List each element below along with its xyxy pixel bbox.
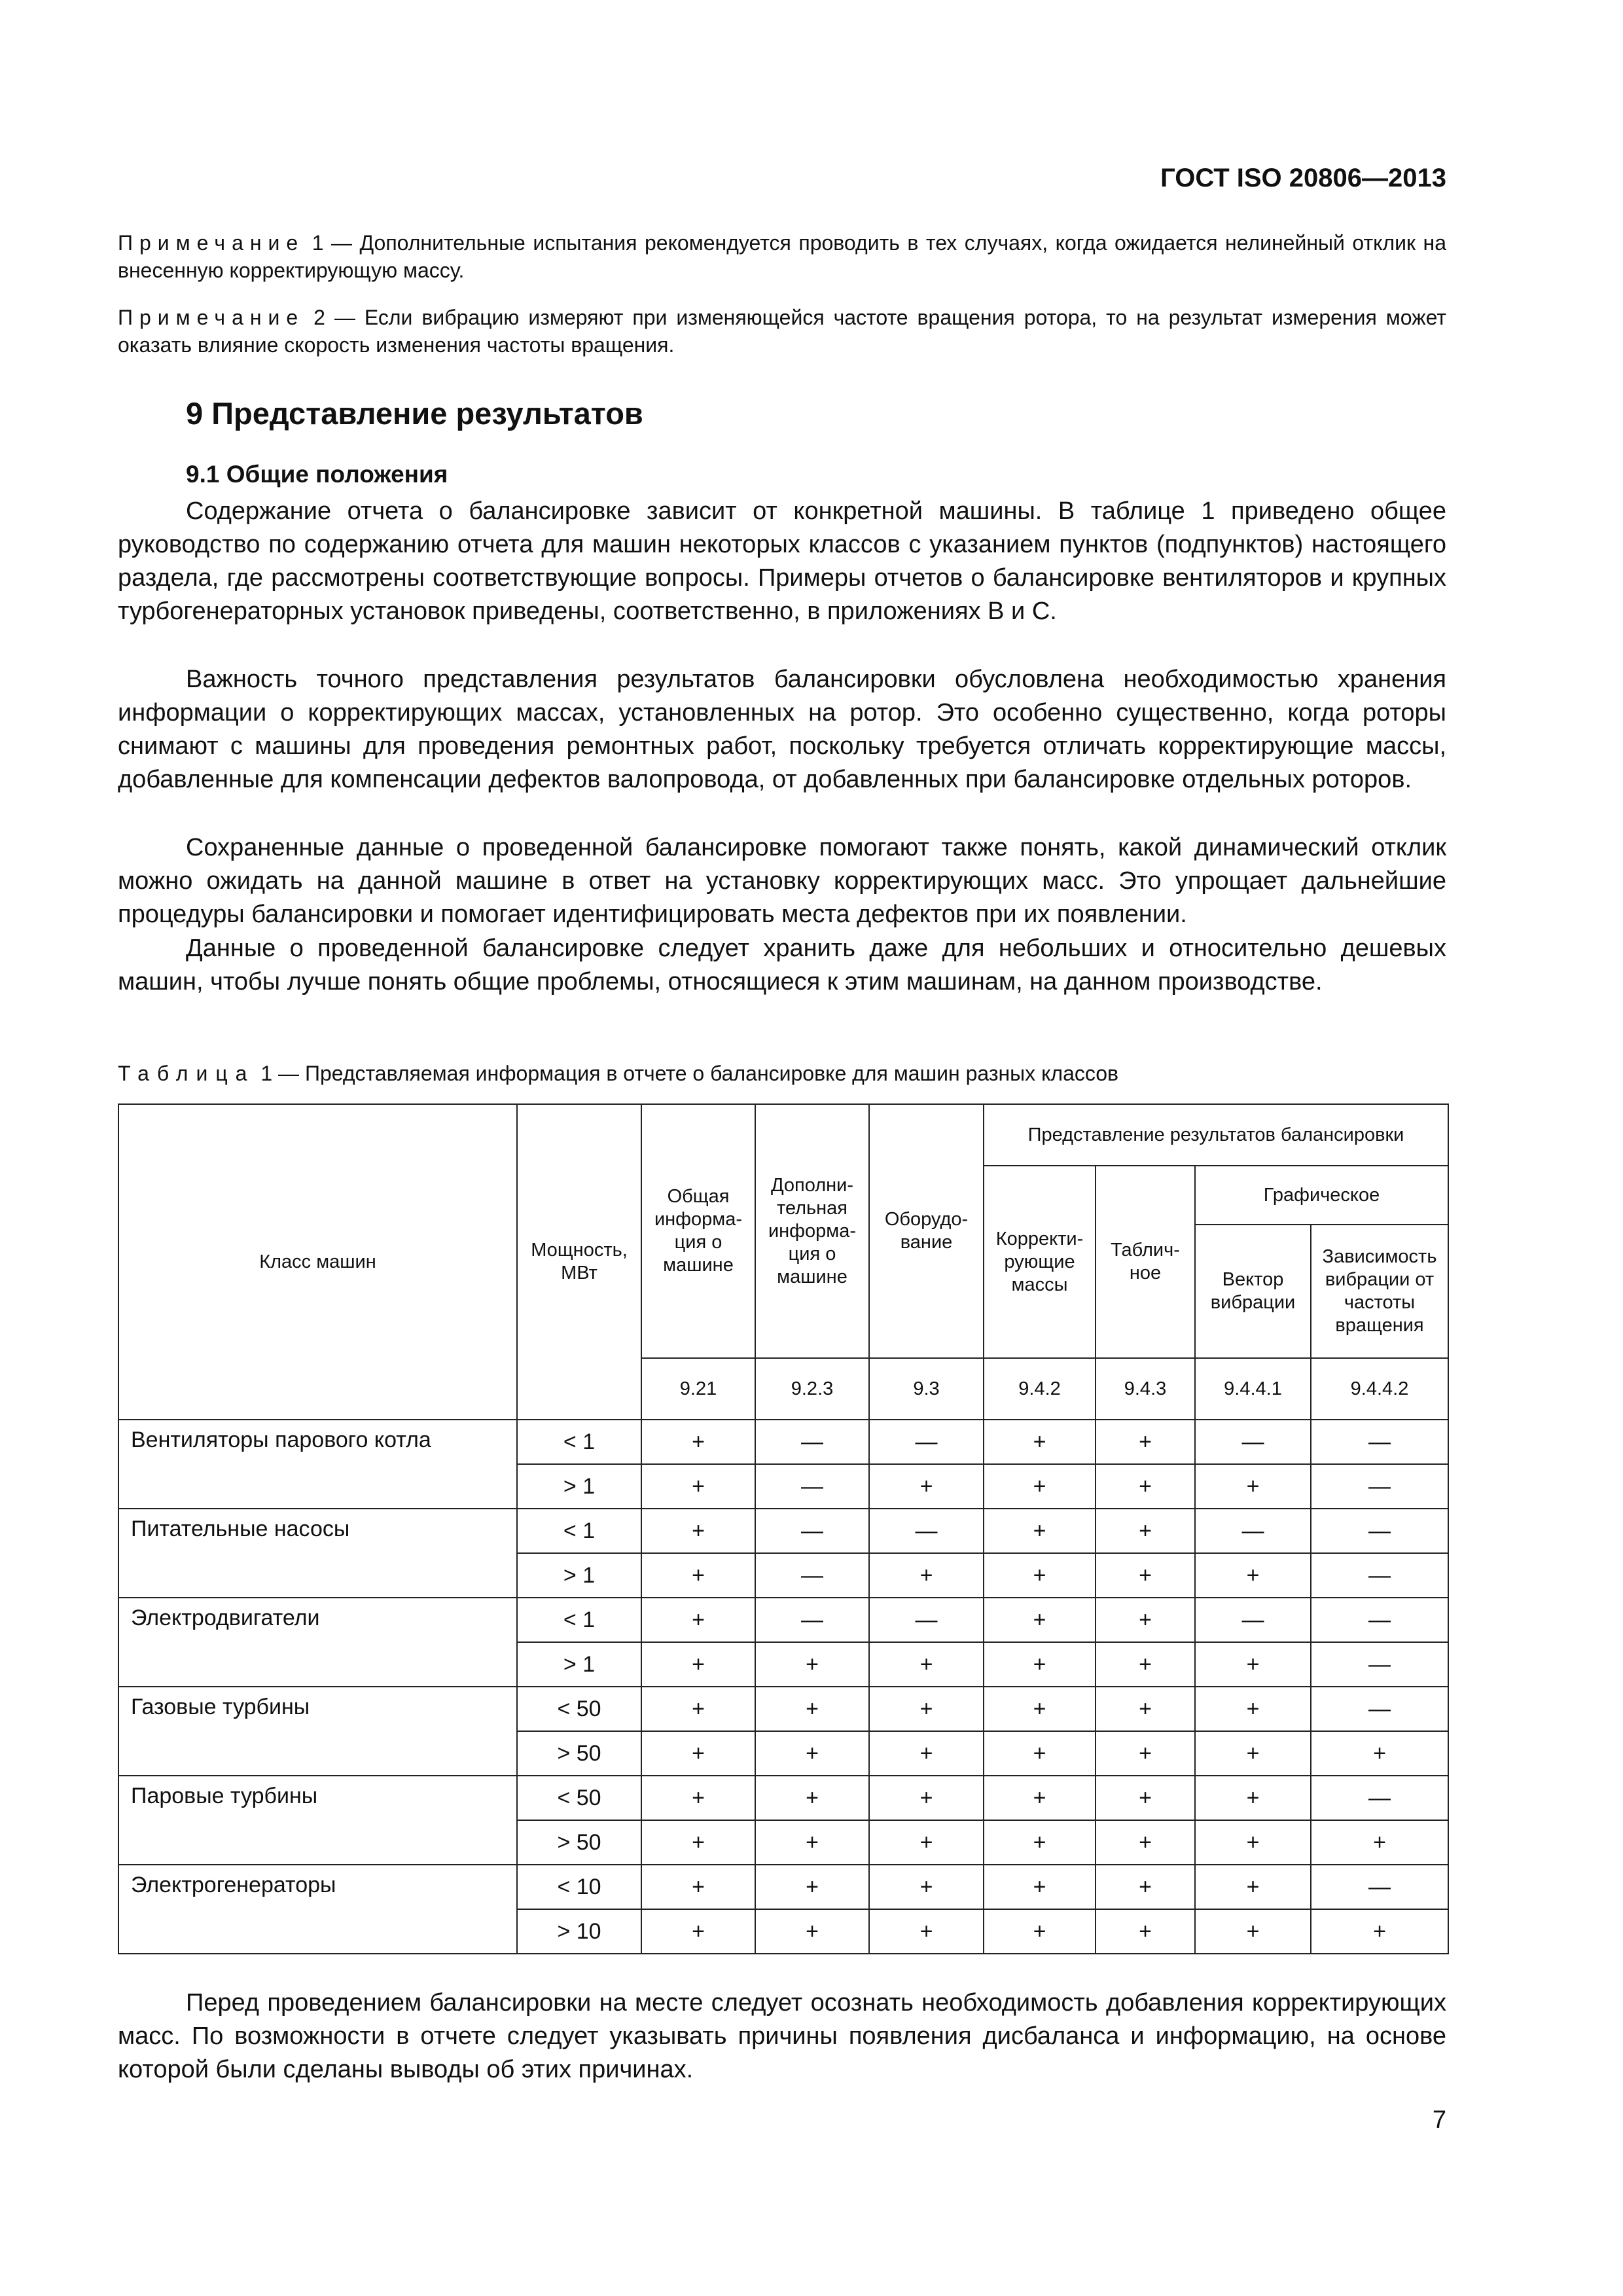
clause-reference: 9.4.4.1 (1195, 1358, 1311, 1420)
power-cell: > 1 (517, 1553, 641, 1598)
paragraph-2: Важность точного представления результатов балансировки обусловлена необходимостью хранения информации о корректирующих массах, установленных на ротор. Это особенно существенно, когда роторы снимают с машины для проведения ремонтных работ, поскольку требуется отличать корректирующие массы, добавленные для компенсации дефектов валопровода, от добавленных при балансировке отдельных роторов. (118, 666, 1446, 793)
value-cell: + (641, 1820, 755, 1865)
table-row (118, 1420, 1448, 1464)
clause-reference: 9.4.2 (984, 1358, 1096, 1420)
value-cell: + (984, 1865, 1096, 1909)
table-row (118, 1865, 1448, 1909)
value-cell: + (869, 1776, 984, 1820)
value-cell: + (984, 1464, 1096, 1509)
value-cell: + (755, 1731, 869, 1776)
value-cell: + (1096, 1865, 1195, 1909)
header-equipment: Оборудо-вание (869, 1104, 984, 1358)
power-cell: > 1 (517, 1642, 641, 1687)
value-cell: — (1311, 1642, 1448, 1687)
value-cell: + (1096, 1420, 1195, 1464)
machine-class-cell: Вентиляторы парового котла (118, 1420, 517, 1509)
value-cell: + (641, 1642, 755, 1687)
power-cell: > 50 (517, 1731, 641, 1776)
value-cell: + (869, 1464, 984, 1509)
value-cell: + (1096, 1731, 1195, 1776)
machine-class-cell: Газовые турбины (118, 1687, 517, 1776)
table-row (118, 1776, 1448, 1820)
value-cell: + (984, 1820, 1096, 1865)
table-row (118, 1598, 1448, 1642)
machine-class-cell: Электрогенераторы (118, 1865, 517, 1954)
table-caption-text: 1 — Представляемая информация в отчете о балансировке для машин разных классов (255, 1062, 1119, 1085)
value-cell: — (755, 1598, 869, 1642)
value-cell: + (869, 1687, 984, 1731)
machine-class-cell: Питательные насосы (118, 1509, 517, 1598)
power-cell: < 1 (517, 1509, 641, 1553)
value-cell: + (641, 1420, 755, 1464)
value-cell: + (755, 1642, 869, 1687)
table-caption (118, 1062, 1118, 1086)
balancing-report-table (118, 1103, 1449, 1954)
table-caption-label: Таблица (118, 1062, 255, 1085)
value-cell: + (641, 1687, 755, 1731)
note-text: 1 — Дополнительные испытания рекомендуется проводить в тех случаях, когда ожидается нелинейный отклик на внесенную корректирующую массу. (118, 231, 1446, 282)
value-cell: + (1195, 1553, 1311, 1598)
value-cell: + (1096, 1776, 1195, 1820)
power-cell: > 50 (517, 1820, 641, 1865)
header-machine-class: Класс машин (118, 1104, 517, 1420)
value-cell: + (1096, 1687, 1195, 1731)
value-cell: — (1311, 1598, 1448, 1642)
value-cell: + (1096, 1909, 1195, 1954)
note-label: Примечание (118, 306, 305, 329)
power-cell: > 10 (517, 1909, 641, 1954)
value-cell: — (1311, 1420, 1448, 1464)
value-cell: + (984, 1509, 1096, 1553)
note-label: Примечание (118, 231, 305, 255)
paragraph-3: Сохраненные данные о проведенной балансировке помогают также понять, какой динамический отклик можно ожидать на данной машине в ответ на установку корректирующих масс. Это упрощает дальнейшие процедуры балансировки и помогает идентифицировать места дефектов при их появлении. (118, 834, 1446, 928)
section-title: 9 Представление результатов (186, 396, 643, 431)
value-cell: — (1311, 1865, 1448, 1909)
clause-reference: 9.3 (869, 1358, 984, 1420)
machine-class-cell: Паровые турбины (118, 1776, 517, 1865)
value-cell: + (1195, 1909, 1311, 1954)
header-speed-dependence: Зависимость вибрации от частоты вращения (1311, 1225, 1448, 1358)
paragraph-1: Содержание отчета о балансировке зависит от конкретной машины. В таблице 1 приведено общее руководство по содержанию отчета для машин некоторых классов с указанием пунктов (подпунктов) настоящего раздела, где рассмотрены соответствующие вопросы. Примеры отчетов о балансировке вентиляторов и крупных турбогенераторных установок приведены, соответственно, в приложениях В и С. (118, 497, 1446, 625)
value-cell: + (869, 1820, 984, 1865)
header-correcting-masses: Корректи-рующие массы (984, 1166, 1096, 1358)
value-cell: — (1195, 1420, 1311, 1464)
value-cell: — (755, 1464, 869, 1509)
value-cell: + (1096, 1820, 1195, 1865)
header-graphical: Графическое (1195, 1166, 1448, 1225)
subsection-title: 9.1 Общие положения (186, 461, 448, 488)
value-cell: + (1096, 1598, 1195, 1642)
value-cell: — (1311, 1464, 1448, 1509)
header-power: Мощность, МВт (517, 1104, 641, 1420)
value-cell: — (869, 1598, 984, 1642)
value-cell: — (755, 1420, 869, 1464)
value-cell: + (1311, 1731, 1448, 1776)
value-cell: + (755, 1820, 869, 1865)
value-cell: + (1096, 1464, 1195, 1509)
value-cell: — (755, 1553, 869, 1598)
value-cell: + (1195, 1687, 1311, 1731)
value-cell: — (1311, 1687, 1448, 1731)
table-row (118, 1687, 1448, 1731)
clause-reference: 9.4.4.2 (1311, 1358, 1448, 1420)
value-cell: + (984, 1420, 1096, 1464)
value-cell: — (869, 1509, 984, 1553)
machine-class-cell: Электродвигатели (118, 1598, 517, 1687)
value-cell: + (1195, 1865, 1311, 1909)
header-general-info: Общая информа-ция о машине (641, 1104, 755, 1358)
value-cell: + (641, 1553, 755, 1598)
value-cell: + (1195, 1776, 1311, 1820)
value-cell: + (1096, 1553, 1195, 1598)
value-cell: + (641, 1598, 755, 1642)
value-cell: + (641, 1731, 755, 1776)
header-vibration-vector: Вектор вибрации (1195, 1225, 1311, 1358)
value-cell: + (984, 1909, 1096, 1954)
closing-paragraph: Перед проведением балансировки на месте следует осознать необходимость добавления корректирующих масс. По возможности в отчете следует указывать причины появления дисбаланса и информацию, на основе которой были сделаны выводы об этих причинах. (118, 1989, 1446, 2083)
value-cell: + (869, 1731, 984, 1776)
power-cell: < 1 (517, 1420, 641, 1464)
value-cell: + (984, 1598, 1096, 1642)
value-cell: + (641, 1464, 755, 1509)
document-header: ГОСТ ISO 20806—2013 (1160, 164, 1446, 192)
power-cell: < 50 (517, 1687, 641, 1731)
value-cell: — (755, 1509, 869, 1553)
value-cell: + (984, 1553, 1096, 1598)
value-cell: — (869, 1420, 984, 1464)
value-cell: + (641, 1865, 755, 1909)
table-row (118, 1509, 1448, 1553)
value-cell: + (641, 1776, 755, 1820)
note-2 (118, 304, 1446, 359)
value-cell: + (1195, 1642, 1311, 1687)
header-results: Представление результатов балансировки (984, 1104, 1448, 1166)
value-cell: — (1311, 1776, 1448, 1820)
clause-reference: 9.21 (641, 1358, 755, 1420)
value-cell: + (1096, 1642, 1195, 1687)
paragraph-4: Данные о проведенной балансировке следует хранить даже для небольших и относительно дешевых машин, чтобы лучше понять общие проблемы, относящиеся к этим машинам, на данном производстве. (118, 935, 1446, 996)
note-text: 2 — Если вибрацию измеряют при изменяющейся частоте вращения ротора, то на результат измерения может оказать влияние скорость изменения частоты вращения. (118, 306, 1446, 357)
power-cell: < 1 (517, 1598, 641, 1642)
value-cell: — (1311, 1553, 1448, 1598)
clause-reference: 9.4.3 (1096, 1358, 1195, 1420)
power-cell: > 1 (517, 1464, 641, 1509)
value-cell: — (1195, 1509, 1311, 1553)
value-cell: + (755, 1776, 869, 1820)
value-cell: + (1096, 1509, 1195, 1553)
value-cell: + (755, 1909, 869, 1954)
value-cell: + (641, 1509, 755, 1553)
value-cell: — (1195, 1598, 1311, 1642)
value-cell: + (984, 1776, 1096, 1820)
value-cell: + (641, 1909, 755, 1954)
value-cell: — (1311, 1509, 1448, 1553)
value-cell: + (984, 1687, 1096, 1731)
value-cell: + (1311, 1909, 1448, 1954)
power-cell: < 10 (517, 1865, 641, 1909)
value-cell: + (1195, 1464, 1311, 1509)
page-number: 7 (1432, 2106, 1446, 2134)
value-cell: + (984, 1731, 1096, 1776)
value-cell: + (1195, 1731, 1311, 1776)
value-cell: + (755, 1687, 869, 1731)
header-additional-info: Дополни-тельная информа-ция о машине (755, 1104, 869, 1358)
value-cell: + (869, 1553, 984, 1598)
value-cell: + (869, 1642, 984, 1687)
value-cell: + (1195, 1820, 1311, 1865)
value-cell: + (1311, 1820, 1448, 1865)
clause-reference: 9.2.3 (755, 1358, 869, 1420)
value-cell: + (869, 1865, 984, 1909)
value-cell: + (869, 1909, 984, 1954)
power-cell: < 50 (517, 1776, 641, 1820)
note-1 (118, 229, 1446, 284)
value-cell: + (755, 1865, 869, 1909)
header-tabular: Таблич-ное (1096, 1166, 1195, 1358)
value-cell: + (984, 1642, 1096, 1687)
